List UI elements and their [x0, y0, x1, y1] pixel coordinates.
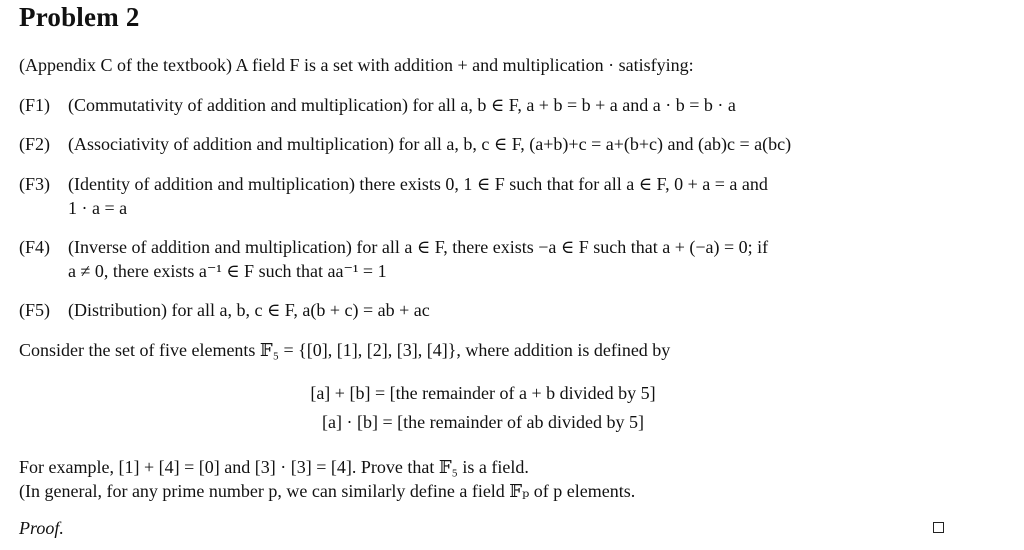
axiom-text-f3-cont: 1 · a = a [68, 198, 128, 218]
example-text: For example, [1] + [4] = [0] and [3] · [3] = [4]. Prove that 𝔽₅ is a field. [19, 457, 529, 477]
axiom-text-f2: (Associativity of addition and multiplication) for all a, b, c ∈ F, (a+b)+c = a+(b+c) and (ab)c = a(bc) [68, 134, 792, 154]
axiom-text-f5: (Distribution) for all a, b, c ∈ F, a(b + c) = ab + ac [68, 300, 430, 320]
axiom-label-f1: (F1) [19, 95, 50, 115]
intro-text: (Appendix C of the textbook) A field F is a set with addition + and multiplication · satisfying: [19, 55, 694, 75]
axiom-text-f4-cont: a ≠ 0, there exists a⁻¹ ∈ F such that aa⁻¹ = 1 [68, 261, 387, 281]
axiom-text-f3: (Identity of addition and multiplication) there exists 0, 1 ∈ F such that for all a ∈ F, 0 + a = a and [68, 174, 768, 194]
axiom-label-f2: (F2) [19, 134, 50, 154]
consider-text: Consider the set of five elements 𝔽₅ = {[0], [1], [2], [3], [4]}, where addition is defined by [19, 340, 671, 360]
axiom-text-f4: (Inverse of addition and multiplication) for all a ∈ F, there exists −a ∈ F such that a + (−a) = 0; if [68, 237, 769, 257]
proof-label: Proof. [19, 518, 64, 538]
axiom-label-f5: (F5) [19, 300, 50, 320]
qed-box-icon [933, 522, 944, 533]
axiom-label-f4: (F4) [19, 237, 50, 257]
axiom-text-f1: (Commutativity of addition and multiplication) for all a, b ∈ F, a + b = b + a and a · b = b · a [68, 95, 736, 115]
axiom-label-f3: (F3) [19, 174, 50, 194]
multiplication-definition: [a] · [b] = [the remainder of ab divided by 5] [321, 412, 645, 432]
problem-title: Problem 2 [19, 2, 140, 32]
general-text: (In general, for any prime number p, we can similarly define a field 𝔽ₚ of p elements. [19, 481, 636, 501]
addition-definition: [a] + [b] = [the remainder of a + b divided by 5] [310, 383, 656, 403]
